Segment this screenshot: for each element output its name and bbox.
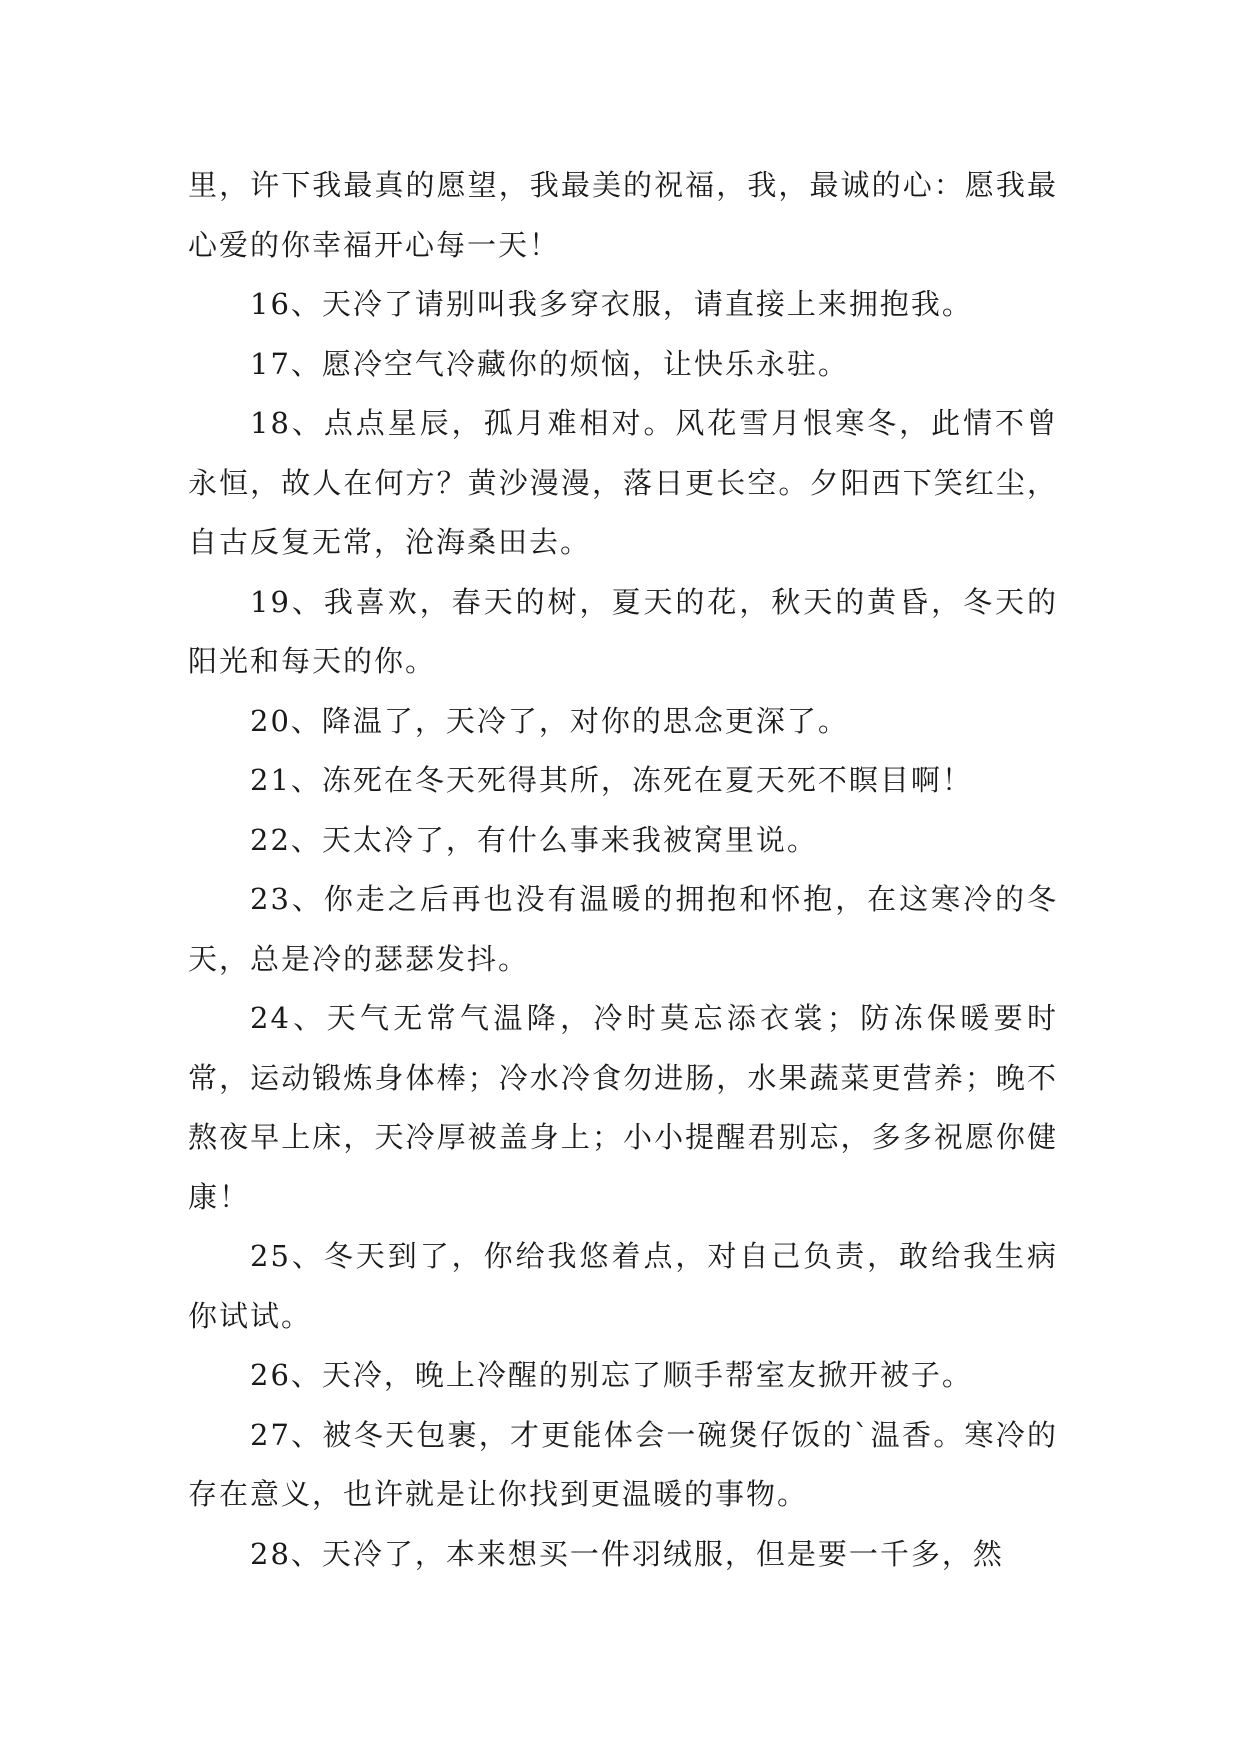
paragraph-continuation: 里，许下我最真的愿望，我最美的祝福，我，最诚的心：愿我最心爱的你幸福开心每一天！ — [188, 168, 1058, 262]
paragraph-21: 21、冻死在冬天死得其所，冻死在夏天死不瞑目啊！ — [250, 763, 973, 797]
paragraph-16: 16、天冷了请别叫我多穿衣服，请直接上来拥抱我。 — [250, 287, 973, 321]
paragraph-23: 23、你走之后再也没有温暖的拥抱和怀抱，在这寒冷的冬天，总是冷的瑟瑟发抖。 — [188, 882, 1058, 976]
paragraph-19: 19、我喜欢，春天的树，夏天的花，秋天的黄昏，冬天的阳光和每天的你。 — [188, 584, 1058, 678]
paragraph-20: 20、降温了，天冷了，对你的思念更深了。 — [250, 703, 849, 738]
paragraph-22: 22、天太冷了，有什么事来我被窝里说。 — [250, 822, 818, 857]
paragraph-18: 18、点点星辰，孤月难相对。风花雪月恨寒冬，此情不曾永恒，故人在何方？黄沙漫漫，落日更长空。夕阳西下笑红尘，自古反复无常，沧海桑田去。 — [188, 406, 1058, 559]
paragraph-28: 28、天冷了，本来想买一件羽绒服，但是要一千多，然 — [250, 1536, 1004, 1571]
document-body — [188, 156, 1058, 1584]
paragraph-24: 24、天气无常气温降，冷时莫忘添衣裳；防冻保暖要时常，运动锻炼身体棒；冷水冷食勿进肠，水果蔬菜更营养；晚不熬夜早上床，天冷厚被盖身上；小小提醒君别忘，多多祝愿你健康！ — [188, 1001, 1058, 1214]
paragraph-26: 26、天冷，晚上冷醒的别忘了顺手帮室友掀开被子。 — [250, 1358, 973, 1392]
paragraph-27: 27、被冬天包裹，才更能体会一碗煲仔饭的`温香。寒冷的存在意义，也许就是让你找到更温暖的事物。 — [188, 1417, 1058, 1511]
paragraph-17: 17、愿冷空气冷藏你的烦恼，让快乐永驻。 — [250, 346, 849, 381]
paragraph-25: 25、冬天到了，你给我悠着点，对自己负责，敢给我生病你试试。 — [188, 1239, 1058, 1333]
